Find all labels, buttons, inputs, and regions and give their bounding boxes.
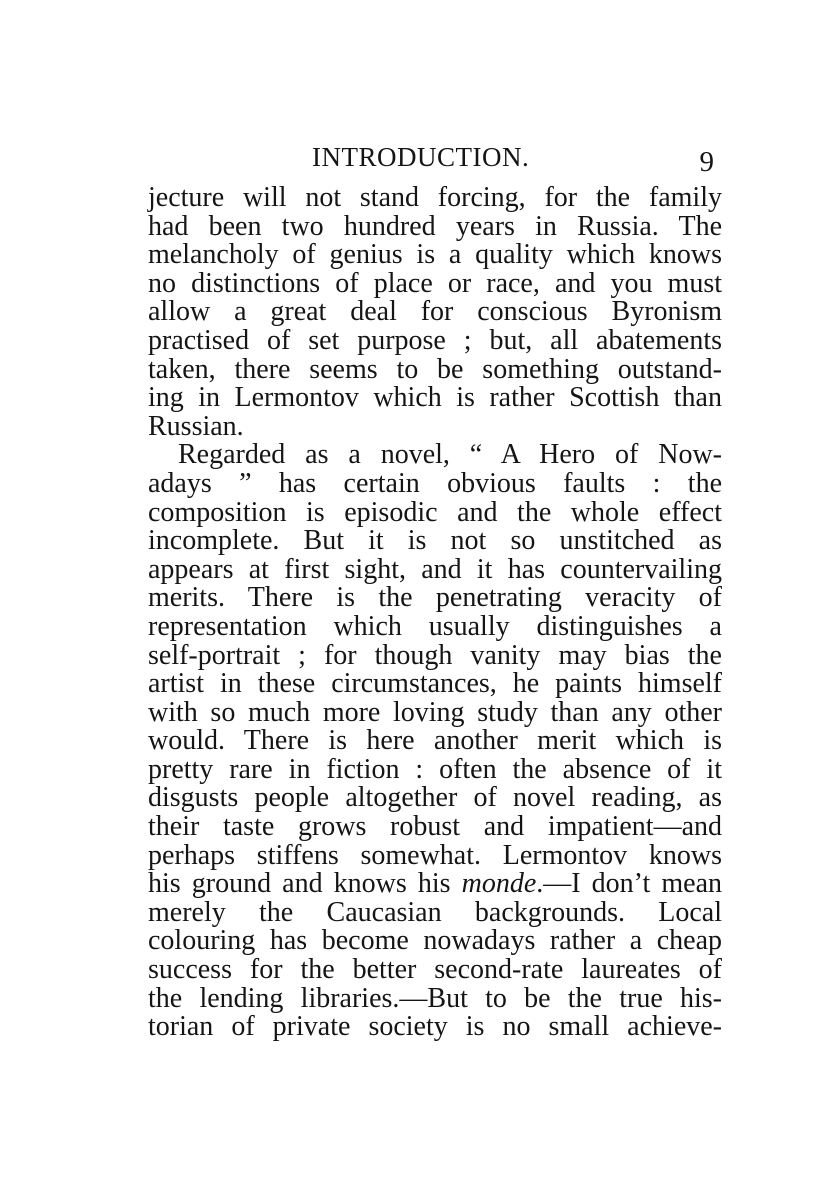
text-line: composition is episodic and the whole effect xyxy=(148,496,722,528)
text-line: torian of private society is no small achieve- xyxy=(148,1011,722,1043)
text-line: allow a great deal for conscious Byronism xyxy=(148,296,722,328)
text-line: ing in Lermontov which is rather Scottish than xyxy=(148,382,722,414)
line-segment: his ground and knows his xyxy=(148,868,462,900)
running-title: INTRODUCTION. xyxy=(312,142,530,172)
text-line-with-italic xyxy=(148,870,722,899)
text-line: colouring has become nowadays rather a cheap xyxy=(148,925,722,957)
text-line: pretty rare in fiction : often the absence of it xyxy=(148,753,722,785)
text-line: no distinctions of place or race, and you must xyxy=(148,267,722,299)
line-segment: .—I don’t mean xyxy=(536,868,722,900)
text-line: self-portrait ; for though vanity may bias the xyxy=(148,639,722,671)
text-line: incomplete. But it is not so unstitched as xyxy=(148,525,722,557)
paragraph-start-line: Regarded as a novel, “ A Hero of Now- xyxy=(178,439,722,471)
italic-word: monde xyxy=(461,868,537,900)
text-line: taken, there seems to be something outstand- xyxy=(148,353,722,385)
text-line: with so much more loving study than any other xyxy=(148,696,722,728)
text-line: adays ” has certain obvious faults : the xyxy=(148,467,722,499)
text-line: representation which usually distinguishes a xyxy=(148,610,722,642)
text-line: appears at first sight, and it has countervailing xyxy=(148,553,722,585)
text-line: perhaps stiffens somewhat. Lermontov knows xyxy=(148,839,722,871)
paragraph-end-line: Russian. xyxy=(148,410,244,442)
running-head xyxy=(148,142,722,182)
text-line: practised of set purpose ; but, all abatements xyxy=(148,324,722,356)
text-line: artist in these circumstances, he paints himself xyxy=(148,668,722,700)
text-line: success for the better second-rate laureates of xyxy=(148,954,722,986)
text-line: their taste grows robust and impatient—and xyxy=(148,811,722,843)
text-line: melancholy of genius is a quality which knows xyxy=(148,239,722,271)
text-line: had been two hundred years in Russia. The xyxy=(148,210,722,242)
page-number: 9 xyxy=(699,146,714,178)
text-line: disgusts people altogether of novel reading, as xyxy=(148,782,722,814)
text-line: merits. There is the penetrating veracity of xyxy=(148,582,722,614)
text-line: merely the Caucasian backgrounds. Local xyxy=(148,896,722,928)
text-line: would. There is here another merit which is xyxy=(148,725,722,757)
text-line: the lending libraries.—But to be the true his- xyxy=(148,982,722,1014)
text-line: jecture will not stand forcing, for the family xyxy=(148,182,722,213)
body-text xyxy=(148,184,722,1042)
